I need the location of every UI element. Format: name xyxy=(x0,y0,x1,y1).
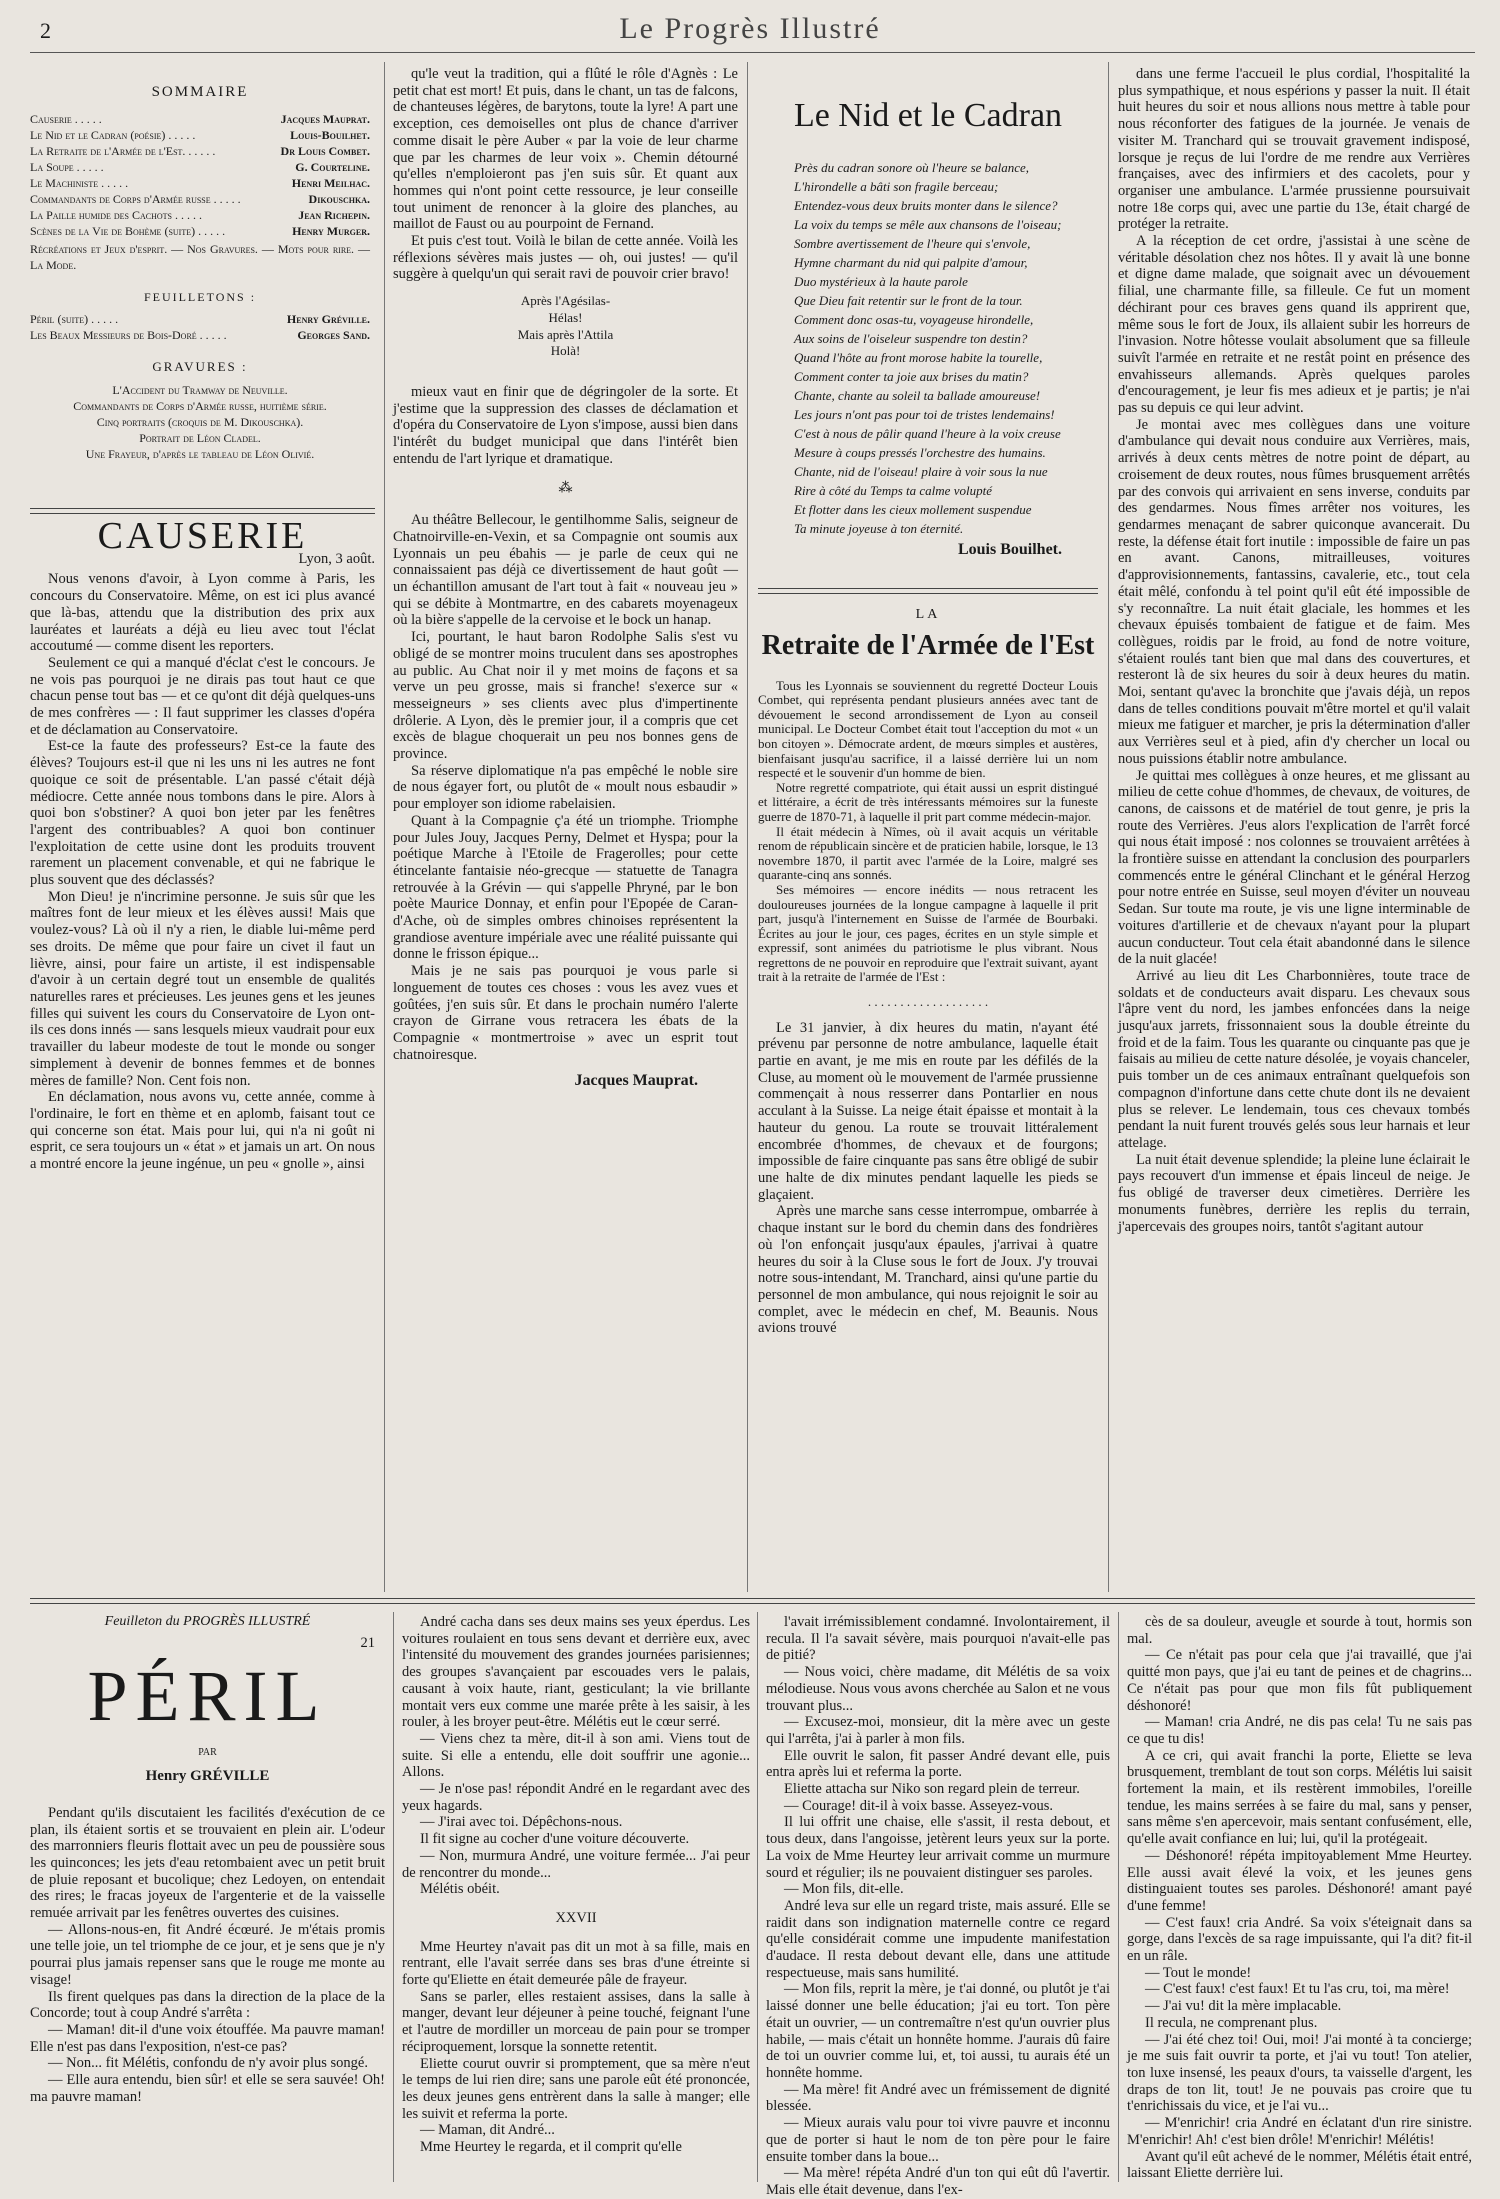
gravure-item: Commandants de Corps d'Armée russe, huitième série. xyxy=(73,399,327,414)
sommaire-item xyxy=(30,223,370,239)
retraite-paragraph: A la réception de cet ordre, j'assistai à une scène de véritable désolation chez nos hôtes. Il y avait là une bonne et digne dame malade, que soignait avec un dévouement filial, une charmante fille, sa filleule. Ce fut un moment déchirant pour ces braves gens quand ils apprirent que, même sous le fort de Joux, ils allaient subir les horreurs de l'invasion. Notre hôtesse voulait absolument que sa filleule suivît l'armée en retraite et ne restât point en présence des envahisseurs allemands. Après quelques paroles d'encouragement, je leur fis mes adieux et je partis; je n'ai pas su depuis ce qui leur advint. xyxy=(1118,233,1470,417)
gravures-heading: GRAVURES : xyxy=(152,359,248,375)
poem-line: Comment conter ta joie aux brises du matin? xyxy=(794,369,1029,384)
gravure-item: Cinq portraits (croquis de M. Dikouschka). xyxy=(96,415,304,430)
feuilleton-paragraph: Pendant qu'ils discutaient les facilités d'exécution de ce plan, ils étaient sortis et se trouvaient en plein air. L'odeur des marronniers fleuris flottait avec un peu de poussière sous les quinconces; les jets d'eau retombaient avec un petit bruit de pluie reposant et bucolique; chez Ledoyen, on entendait des rires; le fracas joyeux de l'argenterie et de la vaisselle remuée arrivait par les fenêtres ouvertes des cuisines. xyxy=(30,1804,385,1922)
retraite-intro-paragraph: Tous les Lyonnais se souviennent du regretté Docteur Louis Combet, qui représenta pendant plusieurs années avec tant de dévouement le second arrondissement de Lyon au conseil municipal. Le Docteur Combet était tout l'acception du mot « un bon citoyen ». Démocrate ardent, de mœurs simples et austères, bienfaisant jusqu'au sacrifice, il a laissé derrière lui un nom respecté et le souvenir d'un homme de bien. xyxy=(758,677,1098,781)
feuilleton-paragraph: Eliette courut ouvrir si promptement, que sa mère n'eut le temps de lui rien dire; sans une parole eût été prononcée, les deux jeunes gens entrèrent dans la salle à manger; elle les suivit et referma la porte. xyxy=(402,2055,750,2122)
toc-author: Louis-Bouilhet. xyxy=(290,127,370,142)
poem-line: Rire à côté du Temps ta calme volupté xyxy=(794,483,992,498)
toc-label: Le Machiniste . . . . . xyxy=(30,175,129,190)
causerie-paragraph: Mon Dieu! je n'incrimine personne. Je suis sûr que les maîtres font de leur mieux et les élèves aussi! Mais que voulez-vous? Là où il n'y a rien, le diable lui-même perd ses droits. De même que pour faire un civet il faut un lièvre, ainsi, pour faire un artiste, il est indispensable d'avoir à un certain degré tout un ensemble de qualités naturelles rares et précieuses. Les jeunes gens et les jeunes filles qui suivent les cours du Conservatoire de Lyon ont-ils ces dons innés — sans lesquels mieux vaudrait pour eux travailler du labeur modeste de tout le monde ou songer simplement à devenir de bonnes femmes et de bonnes mères de famille? Non. Cent fois non. xyxy=(30,888,375,1089)
causerie-column-2 xyxy=(393,66,738,1090)
poem-line: Près du cadran sonore où l'heure se balance, xyxy=(794,160,1030,175)
feuilleton-paragraph: — C'est faux! c'est faux! Et tu l'as cru, toi, ma mère! xyxy=(1145,1981,1450,1998)
column-divider xyxy=(384,62,385,1592)
retraite-intro-paragraph: Il était médecin à Nîmes, où il avait acquis un véritable renom de républicain sincère et de praticien habile, lorsque, le 13 novembre 1870, il partit avec l'armée de la Loire, malgré ses quarante-cinq ans sonnés. xyxy=(758,823,1098,883)
causerie-signature: Jacques Mauprat. xyxy=(574,1072,698,1090)
feuilleton-paragraph: — Ma mère! fit André avec un frémissement de dignité blessée. xyxy=(766,2081,1110,2115)
poem-stanza xyxy=(794,462,1098,538)
feuilleton-paragraph: — M'enrichir! cria André en éclatant d'un rire sinistre. M'enrichir! Ah! c'est bien drôle! M'enrichir! Mélétis! xyxy=(1127,2115,1472,2148)
feuilleton-paragraph: — Maman, dit André... xyxy=(420,2122,555,2139)
toc-author: Jean Richepin. xyxy=(298,207,370,222)
toc-author: Dr Louis Combet. xyxy=(280,143,370,158)
feuilleton-column-4 xyxy=(1127,1614,1472,2182)
asterism: ⁂ xyxy=(558,481,573,497)
feuilleton-author: Henry GRÉVILLE xyxy=(145,1768,270,1785)
feuilleton-paragraph: — Maman! dit-il d'une voix étouffée. Ma pauvre maman! Elle n'est pas dans l'exposition, n'est-ce pas? xyxy=(30,2021,385,2055)
causerie-dateline: Lyon, 3 août. xyxy=(298,550,375,567)
poem-stanza xyxy=(794,158,1098,234)
feuilleton-paragraph: Elle ouvrit le salon, fit passer André devant elle, puis entra après lui et referma la porte. xyxy=(766,1747,1110,1781)
poem-line: Les jours n'ont pas pour toi de tristes lendemains! xyxy=(794,407,1055,422)
poem-line: Aux soins de l'oiseleur suspendre ton destin? xyxy=(794,331,1028,346)
poem-title: Le Nid et le Cadran xyxy=(793,97,1063,134)
feuilleton-title: PÉRIL xyxy=(87,1656,328,1737)
causerie-paragraph: Mais je ne sais pas pourquoi je vous parle si longuement de toutes ces choses : vous les avez vues et goûtées, j'en suis sûr. Et dans le prochain numéro l'alerte crayon de Girrane vous retracera les ébats de la Compagnie « montmertroise » avec un esprit tout chatnoiresque. xyxy=(393,963,738,1063)
feuilleton-paragraph: — Viens chez ta mère, dit-il à son ami. Viens tout de suite. Si elle a entendu, elle doit souffrir une agonie... Allons. xyxy=(402,1730,750,1781)
feuilleton-paragraph: Avant qu'il eût achevé de le nommer, Mélétis était entré, laissant Eliette derrière lui. xyxy=(1127,2148,1472,2182)
epigraph-line: Holà! xyxy=(550,343,581,359)
sommaire-item xyxy=(30,191,370,207)
poem-stanza xyxy=(794,234,1098,310)
causerie-paragraph: qu'le veut la tradition, qui a flûté le rôle d'Agnès : Le petit chat est mort! Et puis, dans le chant, un tas de falcons, de chanteuses légères, de barytons, toute la lyre! A part une exception, ces demoiselles ont plus de chance d'arriver comme disait le père Auber « par la voie de leur charme que par les charmes de leur voix ». Chemin détourné qu'elles n'emploieront pas j'en suis sûr. Et quant aux hommes qui n'ont point cette ressource, je leur conseille tout uniment de renoncer à la gloire des planches, au maillot de Faust ou au pourpoint de Fernand. xyxy=(393,66,738,233)
causerie-paragraph: En déclamation, nous avons vu, cette année, comme à l'ordinaire, le fort en thème et en aplomb, faisant tout ce qui concerne son état. Mais pour lui, qui n'a ni goût ni esprit, ce sera toujours un « état » et jamais un art. On nous a montré encore la jeune ingénue, un peu « gnolle », ainsi xyxy=(30,1089,375,1173)
feuilletons-list xyxy=(30,311,370,343)
feuilleton-paragraph: — Courage! dit-il à voix basse. Asseyez-vous. xyxy=(784,1797,1054,1814)
sommaire-misc: Récréations et Jeux d'esprit. — Nos Gravures. — Mots pour rire. — La Mode. xyxy=(30,241,370,272)
poem-line: Sombre avertissement de l'heure qui s'envole, xyxy=(794,236,1031,251)
poem-line: Et flotter dans les cieux mollement suspendue xyxy=(794,502,1032,517)
feuilleton-par: PAR xyxy=(198,1747,217,1759)
feuilleton-paragraph: — Je n'ose pas! répondit André en le regardant avec des yeux hagards. xyxy=(402,1781,750,1814)
retraite-paragraph: Arrivé au lieu dit Les Charbonnières, toute trace de soldats et de conducteurs avait disparu. Les chevaux sous l'âpre vent du nord, les jambes enfoncées dans la neige jusqu'aux jarrets, frissonnaient sous la double étreinte du froid et de la faim. Tous les quarante ou cinquante pas que je faisais au milieu de cette nature désolée, je voyais chanceler, puis tomber un de ces animaux entraînant quelquefois son compagnon d'infortune dans cette chute dont ils ne devaient plus se relever. Le lendemain, tous ces chevaux tombés pendant la nuit furent trouvés gelés sous leur harnais et leur attelage. xyxy=(1118,967,1470,1151)
toc-author: Henri Meilhac. xyxy=(291,175,370,190)
feuilleton-paragraph: — Ce n'était pas pour cela que j'ai travaillé, que j'ai quitté mon pays, que j'ai eu tant de peines et de chagrins... Ce n'était pas pour que mon fils fût publiquement déshonoré! xyxy=(1127,1647,1472,1714)
sommaire-item xyxy=(30,175,370,191)
causerie-title: CAUSERIE xyxy=(97,515,308,557)
feuilleton-paragraph: — Excusez-moi, monsieur, dit la mère avec un geste qui l'arrêta, j'ai à parler à mon fils. xyxy=(766,1714,1110,1747)
causerie-paragraph: Ici, pourtant, le haut baron Rodolphe Salis s'est vu obligé de se montrer moins truculent dans ses apostrophes au public. Au Chat noir il y met moins de façons et sa verve un peu grosse, mais si franche! s'exerce sur « messeigneurs » ses clients avec plus d'impertinente drôlerie. A Lyon, dès le premier jour, il a compris que cet excès de blague choquerait un peu nos bonnes gens de province. xyxy=(393,629,738,763)
feuilleton-paragraph: — J'ai été chez toi! Oui, moi! J'ai monté à ta concierge; je me suis fait ouvrir ta porte, et j'ai vu tout! Ton atelier, ton luxe insensé, les peaux d'ours, ta vaisselle d'argent, les draps de ton lit, tout! Je ne pouvais pas croire que tu t'enrichissais du vice, et je l'ai vu... xyxy=(1127,2031,1472,2115)
feuilleton-paragraph: Mme Heurtey le regarda, et il comprit qu'elle xyxy=(420,2139,682,2156)
toc-label: Le Nid et le Cadran (poésie) . . . . . xyxy=(30,127,196,142)
feuilleton-paragraph: Eliette attacha sur Niko son regard plein de terreur. xyxy=(784,1781,1080,1798)
column-divider xyxy=(1118,1612,1119,2182)
poem-line: Comment donc osas-tu, voyageuse hirondelle, xyxy=(794,312,1034,327)
toc-label: La Retraite de l'Armée de l'Est. . . . . . xyxy=(30,143,216,158)
retraite-kicker: LA xyxy=(915,607,941,622)
feuilleton-column-2 xyxy=(402,1614,750,2156)
feuilleton-paragraph: — Maman! cria André, ne dis pas cela! Tu ne sais pas ce que tu dis! xyxy=(1127,1714,1472,1747)
sommaire-item xyxy=(30,159,370,175)
masthead-title: Le Progrès Illustré xyxy=(619,12,881,45)
causerie-paragraph: Au théâtre Bellecour, le gentilhomme Salis, seigneur de Chatnoirville-en-Vexin, et sa Compagnie ont soumis aux Lyonnais un peu ébahis — je parle de ceux qui ne connaissaient pas déjà ce divertissement de haut goût — un échantillon amusant de l'art tout à fait « nouveau jeu » qui se débite à Montmartre, en des cabarets moyenageux où la bière s'appelle de la cervoise et le bock un hanap. xyxy=(393,512,738,629)
column-divider xyxy=(757,1612,758,2182)
poem-line: Entendez-vous deux bruits monter dans le silence? xyxy=(794,198,1058,213)
toc-label: Les Beaux Messieurs de Bois-Doré . . . . . xyxy=(30,328,227,343)
gravure-item: L'Accident du Tramway de Neuville. xyxy=(112,383,288,398)
poem-author: Louis Bouilhet. xyxy=(957,541,1062,558)
feuilleton-item xyxy=(30,311,370,327)
column-divider xyxy=(1108,62,1109,1592)
sommaire-item xyxy=(30,111,370,127)
gravure-item: Une Frayeur, d'après le tableau de Léon Olivié. xyxy=(85,447,315,462)
toc-label: Péril (suite) . . . . . xyxy=(30,312,119,327)
feuilleton-paragraph: — Allons-nous-en, fit André écœuré. Je m'étais promis une telle joie, un tel triomphe de ce jour, et je sens que je n'y pourrai plus jamais repenser sans que le rouge me monte au visage! xyxy=(30,1921,385,1988)
poem-line: Que Dieu fait retentir sur le front de la tour. xyxy=(794,293,1023,308)
feuilletons-heading: FEUILLETONS : xyxy=(143,289,257,304)
retraite-paragraph: Je montai avec mes collègues dans une voiture d'ambulance qui devait nous conduire aux Verrières, mais, arrivés à deux cents mètres de notre point de départ, au croisement de deux routes, nous fûmes brusquement arrêtés par des convois qui arrivaient en sens inverse, conduits par des gendarmes. Nous fîmes arrêter nos voitures, les gendarmes menaçant de sabrer quiconque avancerait. Du reste, la défense était fort inutile : impossible de faire un pas en avant. Canons, mitrailleuses, voitures d'approvisionnements, fantassins, cavalerie, etc., tout cela était mêlé, confondu à tel point qu'il eût été impossible de s'y reconnaître. La nuit était glaciale, les hommes et les chevaux épuisés tombaient de fatigue et de faim. Mes collègues, roidis par le froid, au fond de notre voiture, s'étaient roulés tant bien que mal dans des couvertures, et resteront là de six heures du soir à deux heures du matin. Moi, sentant qu'avec la bronchite que j'avais déjà, un repos dans de telles conditions pouvait m'être mortel et qu'il valait mieux me fatiguer et marcher, je pris la détermination d'aller aux Verrières seul et à pied, afin d'y chercher un local ou nous puissions établir notre ambulance. xyxy=(1118,416,1470,767)
epigraph-line: Hélas! xyxy=(548,309,583,325)
poem-line: Hymne charmant du nid qui palpite d'amour, xyxy=(794,255,1028,270)
causerie-paragraph: Quant à la Compagnie ç'a été un triomphe. Triomphe pour Jules Jouy, Jacques Perny, Delmet et Hyspa; pour la poétique Marche à l'Etoile de Fragerolles; pour cette étincelante fantaisie néo-grecque — statuette de Tanagra retrouvée à la Grévin — qui s'appelle Phryné, par le bon poète Maurice Donnay, et enfin pour l'Epopée de Caran-d'Ache, où de simples ombres chinoises représentent la grandiose aventure impériale avec une réalité puissante qui donne le frisson épique... xyxy=(393,812,738,963)
section-divider xyxy=(30,508,375,514)
toc-author: Dikouschka. xyxy=(308,191,370,206)
column-divider xyxy=(393,1612,394,2182)
poem-line: C'est à nous de pâlir quand l'heure à la voix creuse xyxy=(794,426,1061,441)
retraite-intro-paragraph: Ses mémoires — encore inédits — nous retracent les douloureuses journées de la longue campagne à laquelle il prit part, jusqu'à l'internement en Suisse de l'armée de Bourbaki. Écrites au jour le jour, ces pages, écrites en un style simple et expressif, sont animées du patriotisme le plus vibrant. Nous regrettons de ne pouvoir en reproduire que l'extrait suivant, ayant trait à la retraite de l'armée de l'Est : xyxy=(758,881,1098,985)
causerie-epigraph xyxy=(393,293,738,360)
feuilleton-paragraph: — Déshonoré! répéta impitoyablement Mme Heurtey. Elle aussi avait élevé la voix, et les jeunes gens distinguaient toutes ses paroles. Déshonoré! amant payé d'une femme! xyxy=(1127,1847,1472,1914)
causerie-paragraph: Est-ce la faute des professeurs? Est-ce la faute des élèves? Toujours est-il que ni les uns ni les autres ne font quoique ce soit de présentable. L'an passé c'était déjà médiocre. Cette année nous tombons dans le pire. Alors à quoi bon s'obstiner? A quoi bon jeter par les fenêtres l'argent des contribuables? A quoi bon continuer l'exploitation de cette usine dont les produits trouvent rarement un placement convenable, et qui ne fabrique le plus souvent que des déclassés? xyxy=(30,738,375,889)
retraite-paragraph: dans une ferme l'accueil le plus cordial, l'hospitalité la plus sympathique, et nous espérions y passer la nuit. Il était huit heures du soir et nous allions nous mettre à table pour nous réconforter des fatigues de la journée. Je venais de visiter M. Tranchard qui se trouvait gravement indisposé, lorsque je reçus de lui l'ordre de me rendre aux Verrières françaises, avec des infirmiers et des cacolets, pour y organiser une ambulance. L'armée prussienne poursuivait notre 18e corps qui, avec une partie du 13e, était chargé de protéger la retraite. xyxy=(1118,66,1470,233)
feuilleton-paragraph: Il fit signe au cocher d'une voiture découverte. xyxy=(420,1831,690,1848)
feuilleton-paragraph: — Ma mère! répéta André d'un ton qui eût dû l'avertir. Mais elle était devenue, dans l'ex- xyxy=(766,2165,1110,2198)
sommaire-item xyxy=(30,127,370,143)
toc-label: Causerie . . . . . xyxy=(30,111,102,126)
feuilleton-paragraph: — Tout le monde! xyxy=(1145,1964,1252,1981)
poem-line: Quand l'hôte au front morose habite la tourelle, xyxy=(794,350,1043,365)
feuilleton-paragraph: Mélétis obéit. xyxy=(420,1881,500,1898)
retraite-paragraph: La nuit était devenue splendide; la pleine lune éclairait le pays recouvert d'un immense et épais linceul de neige. Je fus obligé de traverser deux cimetières. Derrière les monuments funèbres, derrière les replis du terrain, j'apercevais des groupes noirs, tantôt s'agitant autour xyxy=(1118,1151,1470,1235)
feuilleton-paragraph: — Mieux aurais valu pour toi vivre pauvre et inconnu que de porter si haut le nom de ton père pour le faire ensuite tomber dans la boue... xyxy=(766,2115,1110,2165)
poem-line: L'hirondelle a bâti son fragile berceau; xyxy=(794,179,999,194)
retraite-title: Retraite de l'Armée de l'Est xyxy=(761,629,1095,661)
causerie-paragraph: Seulement ce qui a manqué d'éclat c'est le concours. Je ne vois pas pourquoi je ne dirais pas tout haut ce que chacun pense tout bas — et ce qu'ont dit déjà quelques-uns de mes confrères — : Il faut supprimer les classes d'opéra et de déclamation au Conservatoire. xyxy=(30,654,375,738)
sommaire-list xyxy=(30,111,370,239)
sommaire-item xyxy=(30,143,370,159)
feuilleton-paragraph: Il lui offrit une chaise, elle s'assit, il resta debout, et tous deux, dans l'angoisse, jetèrent leurs yeux sur la porte. La voix de Mme Heurtey leur arrivait comme un murmure sourd et régulier; ils ne pouvaient distinguer ses paroles. xyxy=(766,1814,1110,1881)
retraite-column-4 xyxy=(1118,66,1470,1235)
gravures-list xyxy=(30,382,370,462)
feuilleton-paragraph: A ce cri, qui avait franchi la porte, Eliette se leva brusquement, tremblant de tout son corps. Mélétis lui saisit fortement la main, et ils restèrent immobiles, l'oreille tendue, les mains serrées à se faire du mal, sans y penser, sans même s'en apercevoir, mais sentant confusément, elle, qu'elle avait confiance en lui; lui, qu'il la protégeait. xyxy=(1127,1747,1472,1848)
poem-stanza xyxy=(794,310,1098,386)
poem xyxy=(758,96,1098,559)
toc-label: Commandants de Corps d'Armée russe . . . . . xyxy=(30,191,241,206)
page-number: 2 xyxy=(40,18,51,43)
sommaire-heading: SOMMAIRE xyxy=(151,84,249,100)
causerie-paragraph: Et puis c'est tout. Voilà le bilan de cette année. Voilà les réflexions sévères mais justes — oh, oui justes! — qu'il suggère à quelqu'un qui serait ravi de pouvoir crier bravo! xyxy=(393,233,738,283)
poem-line: Chante, nid de l'oiseau! plaire à voir sous la nue xyxy=(794,464,1048,479)
feuilleton-divider xyxy=(30,1598,1475,1604)
feuilleton-item xyxy=(30,327,370,343)
feuilleton-number: 21 xyxy=(360,1634,375,1651)
feuilleton-paragraph: — Nous voici, chère madame, dit Mélétis de sa voix mélodieuse. Nous vous avons cherchée au Salon et ne vous trouvant plus... xyxy=(766,1664,1110,1714)
causerie-paragraph: Sa réserve diplomatique n'a pas empêché le noble sire de nous égayer fort, ou plutôt de « moult nous esbaudir » pour employer son idiome rabelaisien. xyxy=(393,762,738,813)
feuilleton-column-1 xyxy=(30,1614,385,2105)
feuilleton-paragraph: — Non, murmura André, une voiture fermée... J'ai peur de rencontrer du monde... xyxy=(402,1847,750,1881)
section-divider xyxy=(758,588,1098,594)
feuilleton-paragraph: Il recula, ne comprenant plus. xyxy=(1145,2014,1318,2031)
poem-line: Mesure à coups pressés l'orchestre des humains. xyxy=(794,445,1046,460)
header-rule xyxy=(30,52,1475,53)
epigraph-line: Après l'Agésilas- xyxy=(520,293,611,309)
feuilleton-paragraph: — C'est faux! cria André. Sa voix s'éteignait dans sa gorge, dans l'excès de sa rage impuissante, qui l'a dit? fit-il en un râle. xyxy=(1127,1914,1472,1965)
toc-author: G. Courteline. xyxy=(295,159,370,174)
sommaire xyxy=(30,84,370,462)
feuilleton-paragraph: André cacha dans ses deux mains ses yeux éperdus. Les voitures roulaient en tous sens devant et derrière eux, avec l'intensité du mouvement des grandes journées parisiennes; des groupes s'avançaient par escouades vers le palais, causant à voix haute, riant, gesticulant; la vie brillante montait vers eux comme une marée prête à les saisir, à les rouler, à les broyer peut-être. Mélétis eut le cœur serré. xyxy=(402,1614,750,1731)
poem-line: Duo mystérieux à la haute parole xyxy=(794,274,968,289)
feuilleton-paragraph: — J'ai vu! dit la mère implacable. xyxy=(1145,1998,1342,2015)
poem-line: Chante, chante au soleil ta ballade amoureuse! xyxy=(794,388,1041,403)
poem-stanza xyxy=(794,386,1098,462)
poem-line: La voix du temps se mêle aux chansons de l'oiseau; xyxy=(794,217,1062,232)
gravure-item: Portrait de Léon Cladel. xyxy=(139,431,261,446)
feuilleton-paragraph: Ils firent quelques pas dans la direction de la place de la Concorde; tout à coup André s'arrêta : xyxy=(30,1988,385,2022)
causerie-paragraph: Nous venons d'avoir, à Lyon comme à Paris, les concours du Conservatoire. Même, on est ici plus avancé que là-bas, attendu que la distribution des prix aux lauréates et lauréats a déjà eu lieu avec tout l'éclat accoutumé — comme disent les reporters. xyxy=(30,571,375,655)
feuilleton-paragraph: l'avait irrémissiblement condamné. Involontairement, il recula. Il l'a savait sévère, mais pourquoi n'avait-elle pas de pitié? xyxy=(766,1614,1110,1664)
feuilleton-column-3 xyxy=(766,1614,1110,2199)
toc-author: Henry Murger. xyxy=(292,223,370,238)
causerie-column-1 xyxy=(30,515,375,1173)
feuilleton-paragraph: — Elle aura entendu, bien sûr! et elle se sera sauvée! Oh! ma pauvre maman! xyxy=(30,2072,385,2105)
retraite-paragraph: Après une marche sans cesse interrompue, ombarrée à chaque instant sur le bord du chemin dans des fondrières où l'on enfonçait jusqu'aux épaules, j'arrivai à quatre heures du soir à la Cluse sous le fort de Joux. J'y trouvai notre sous-intendant, M. Tranchard, ainsi qu'une partie du personnel de mon ambulance, qui nous rejoignit le soir au complet, avec le médecin en chef, M. Beaunis. Nous avions trouvé xyxy=(758,1203,1098,1337)
feuilleton-paragraph: cès de sa douleur, aveugle et sourde à tout, hormis son mal. xyxy=(1127,1614,1472,1647)
toc-author: Jacques Mauprat. xyxy=(280,111,370,126)
chapter-number: XXVII xyxy=(555,1909,597,1926)
retraite-paragraph: Je quittai mes collègues à onze heures, et me glissant au milieu de cette cohue d'hommes, de chevaux, de voitures, de canons, de caissons et de matériel de tout genre, je pris la route des Verrières. J'eus alors l'explication de l'arrêt forcé qui nous était imposé : nos colonnes se trouvaient arrêtées à la frontière suisse en attendant la conclusion des pourparlers commencés entre le général Clinchant et le général Herzog pour notre entrée en Suisse, seul moyen d'éviter un nouveau Sedan. Sur toute ma route, je vis une ligne interminable de voitures d'artillerie et de chevaux n'ayant pour la plupart aucun conducteur. Tout cela était abandonné dans le silence de la nuit glacée! xyxy=(1118,767,1470,968)
feuilleton-label: Feuilleton du PROGRÈS ILLUSTRÉ xyxy=(104,1614,311,1629)
retraite-ellipsis: . . . . . . . . . . . . . . . . . . . xyxy=(867,994,989,1010)
toc-label: Scènes de la Vie de Bohème (suite) . . . . . xyxy=(30,223,226,238)
retraite-paragraph: Le 31 janvier, à dix heures du matin, n'ayant été prévenu par personne de notre ambulance, laquelle était partie en avant, je me mis en route par les défilés de la Cluse, au moment où le mouvement de l'armée prussienne commençait à nous resserrer dans Pontarlier en nous acculant à la Suisse. La neige était épaisse et montait à la hauteur du genou. La route se trouvait littéralement encombrée d'hommes, de chevaux et de fourgons; impossible de faire cinquante pas sans être obligé de subir une halte de dix minutes pendant laquelle les pieds se glaçaient. xyxy=(758,1019,1098,1203)
toc-label: La Soupe . . . . . xyxy=(30,159,104,174)
retraite-intro-paragraph: Notre regretté compatriote, qui était aussi un esprit distingué et littéraire, a écrit de très intéressants mémoires sur la funeste guerre de 1870-71, à laquelle il prit part comme médecin-major. xyxy=(758,779,1098,824)
feuilleton-paragraph: — Non... fit Mélétis, confondu de n'y avoir plus songé. xyxy=(48,2055,368,2072)
toc-author: Georges Sand. xyxy=(297,328,370,343)
feuilleton-paragraph: Sans se parler, elles restaient assises, dans la salle à manger, devant leur déjeuner à peine touché, feignant l'une et l'autre de mordiller un morceau de pain pour se tromper réciproquement, lorsque la sonnette retentit. xyxy=(402,1988,750,2055)
feuilleton-paragraph: — J'irai avec toi. Dépêchons-nous. xyxy=(420,1814,623,1831)
column-divider xyxy=(747,62,748,1592)
toc-label: La Paille humide des Cachots . . . . . xyxy=(30,207,202,222)
retraite-column-3 xyxy=(758,608,1098,1337)
feuilleton-paragraph: André leva sur elle un regard triste, mais assuré. Elle se raidit dans son indignation maternelle contre ce regard qu'elle considérait comme une impudente manifestation d'audace. Il resta debout devant elle, dans une attitude respectueuse, mais sans humilité. xyxy=(766,1897,1110,1981)
sommaire-item xyxy=(30,207,370,223)
feuilleton-paragraph: — Mon fils, reprit la mère, je t'ai donné, ou plutôt je t'ai laissé donner une belle éducation; j'ai eu tort. Ton père était un ouvrier, — un contremaître n'est qu'un ouvrier plus habile, — mais c'était un honnête homme. J'aurais dû faire de toi un ouvrier comme lui, et, toi aussi, tu aurais été un honnête homme. xyxy=(766,1981,1110,2081)
epigraph-line: Mais après l'Attila xyxy=(517,326,614,342)
causerie-paragraph: mieux vaut en finir que de dégringoler de la sorte. Et j'estime que la suppression des classes de déclamation et d'opéra du Conservatoire de Lyon s'impose, aussi bien dans l'intérêt du budget municipal que dans l'intérêt bien entendu de l'art lyrique et dramatique. xyxy=(393,383,738,467)
poem-line: Ta minute joyeuse à ton éternité. xyxy=(794,521,964,536)
feuilleton-paragraph: — Mon fils, dit-elle. xyxy=(784,1881,904,1898)
toc-author: Henry Gréville. xyxy=(286,312,370,327)
feuilleton-paragraph: Mme Heurtey n'avait pas dit un mot à sa fille, mais en rentrant, elle l'avait serrée dans ses bras d'une étreinte si forte qu'Eliette en était demeurée pâle de frayeur. xyxy=(402,1938,750,1989)
